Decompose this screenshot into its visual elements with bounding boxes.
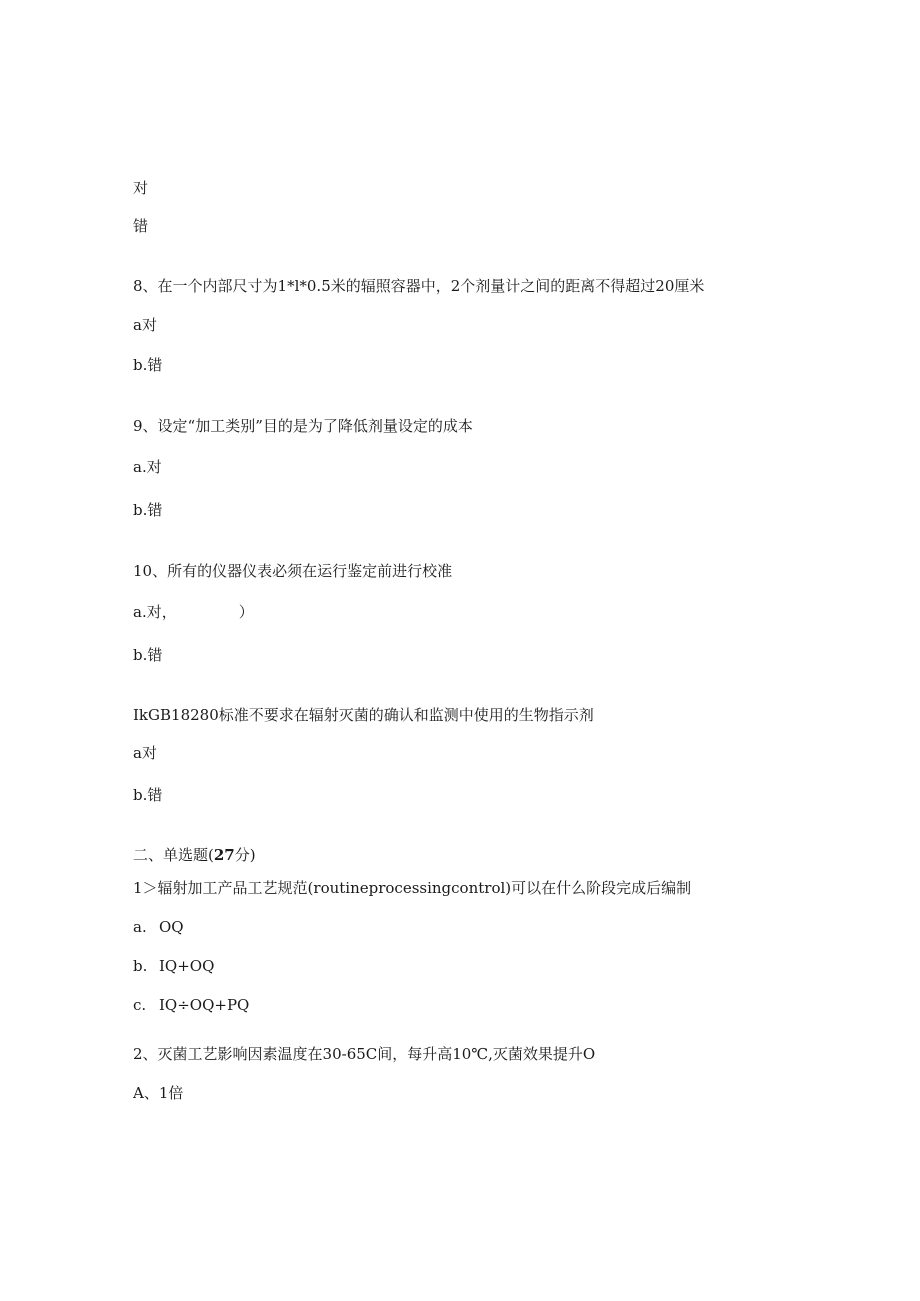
option-true: 对: [133, 179, 149, 197]
question-9-option-a: a.对: [133, 458, 162, 476]
question-11: IkGB18280标准不要求在辐射灭菌的确认和监测中使用的生物指示剂: [133, 706, 594, 724]
question-9-option-b: b.错: [133, 501, 163, 519]
option-false: 错: [133, 217, 149, 235]
question-10-option-b: b.错: [133, 646, 163, 664]
single-question-1-option-b: [133, 956, 214, 976]
section-heading-prefix: 二、单选题(: [133, 846, 214, 864]
question-10: 10、所有的仪器仪表必须在运行鉴定前进行校准: [133, 562, 453, 580]
option-value: IQ+OQ: [159, 957, 215, 975]
single-question-2: 2、灭菌工艺影响因素温度在30-65C间，每升高10℃,灭菌效果提升O: [133, 1045, 596, 1063]
question-10-option-a-paren: ）: [238, 603, 254, 621]
question-10-option-a-text: a.对，: [133, 603, 177, 621]
question-11-option-a: a对: [133, 744, 157, 762]
section-heading-single-choice: [133, 845, 256, 865]
option-key: a.: [133, 918, 147, 936]
question-8-option-a: a对: [133, 316, 157, 334]
option-value: OQ: [159, 918, 184, 936]
single-question-2-option-a: A、1倍: [133, 1084, 184, 1102]
option-key: b.: [133, 957, 148, 975]
question-10-option-a: [133, 602, 254, 622]
single-question-1-option-a: [133, 917, 184, 937]
option-value: IQ÷OQ+PQ: [159, 996, 250, 1014]
question-11-option-b: b.错: [133, 786, 163, 804]
question-9: 9、设定“加工类别”目的是为了降低剂量设定的成本: [133, 417, 473, 435]
option-key: c.: [133, 996, 147, 1014]
section-score: 27: [213, 846, 235, 864]
question-8-option-b: b.错: [133, 356, 163, 374]
question-8: 8、在一个内部尺寸为1*l*0.5米的辐照容器中，2个剂量计之间的距离不得超过20厘米: [133, 277, 705, 295]
single-question-1-option-c: [133, 995, 249, 1015]
section-heading-suffix: 分): [234, 846, 256, 864]
single-question-1: 1＞辐射加工产品工艺规范(routineprocessingcontrol)可以在什么阶段完成后编制: [133, 879, 692, 897]
